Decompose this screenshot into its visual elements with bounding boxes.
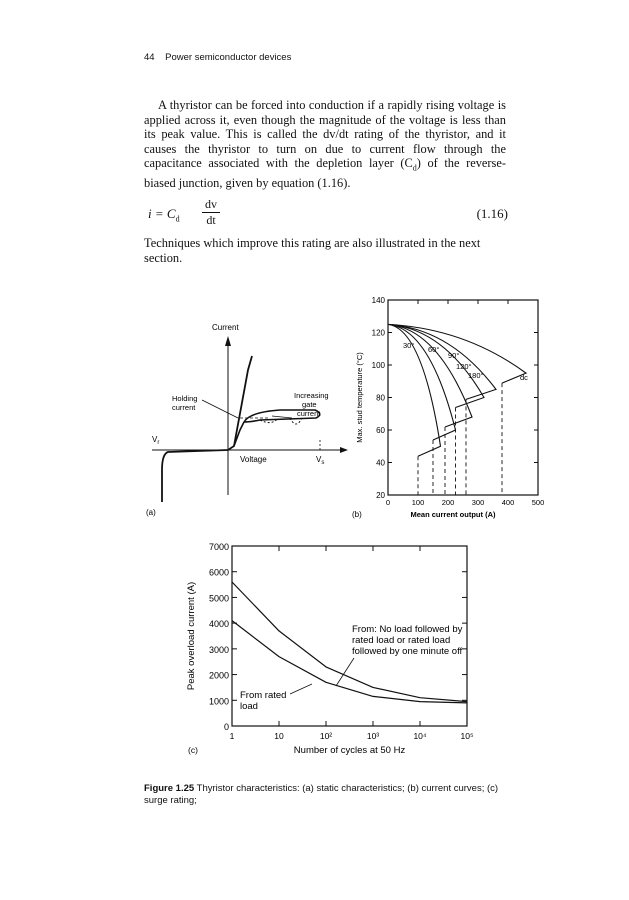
chart-b-xlabel: Mean current output (A) — [410, 510, 496, 519]
chart-b-xtick-label: 200 — [441, 498, 455, 507]
chart-c-ytick-label: 3000 — [208, 644, 229, 655]
equation-numerator: dv — [205, 197, 217, 211]
chart-c-xtick-label: 10² — [319, 731, 333, 741]
figure-a-on-state-curve — [228, 356, 252, 450]
chart-b-series-curve — [388, 324, 472, 427]
figure-a-static-characteristics — [140, 310, 350, 530]
figure-a-voltage-arrow — [340, 447, 348, 453]
figure-a-holding-label-1: Holding — [172, 394, 198, 403]
chart-c-annotation-pointer-2 — [290, 684, 312, 694]
chart-b-ytick-label: 80 — [376, 393, 385, 403]
chart-c-xtick-label: 10 — [274, 731, 284, 741]
paragraph-1-subscript: d — [412, 163, 417, 173]
chart-c-ytick-label: 5000 — [208, 593, 229, 604]
chart-c-xlabel: Number of cycles at 50 Hz — [293, 745, 406, 756]
figure-a-gate-label-2: gate — [302, 400, 317, 409]
figure-a-current-label: Current — [212, 323, 239, 332]
chart-c-ytick-label: 7000 — [208, 542, 229, 552]
paragraph-1-text: A thyristor can be forced into conduction if a rapidly rising voltage is applied across it, even though the magnitude of the voltage is less than its peak value. This is called the dv/dt rating of the thyristor, and it causes the thyristor to turn on due to current flow through the capacitance associated with the depletion layer (C — [144, 98, 506, 171]
page-header — [144, 52, 291, 63]
chart-b-xtick-label: 500 — [531, 498, 545, 507]
chart-c-annotation-3: followed by one minute off — [352, 646, 463, 657]
chart-c-annotation-4: From rated — [240, 690, 287, 701]
chart-c-panel-label: (c) — [188, 745, 198, 755]
equation-denominator: dt — [206, 213, 216, 227]
chart-b-ytick-label: 140 — [371, 296, 385, 305]
chart-b-ytick-label: 40 — [376, 458, 385, 468]
chart-b-curve-label: 60° — [428, 345, 440, 354]
chart-b-curve-label: 90° — [448, 351, 460, 360]
running-title: Power semiconductor devices — [165, 52, 292, 63]
paragraph-1-end: ) of the reverse-biased junction, given by equation (1.16). — [144, 156, 506, 191]
chart-c-annotation-2: rated load or rated load — [352, 635, 451, 646]
chart-c-xtick-label: 1 — [229, 731, 235, 741]
chart-b-ytick-label: 120 — [371, 328, 385, 338]
chart-b-ylabel: Max. stud temperature (°C) — [355, 352, 364, 443]
chart-c-annotation-1: From: No load followed by — [352, 624, 463, 635]
figure-a-gate-label-3: current — [297, 409, 321, 418]
figure-c-surge-rating — [180, 538, 500, 778]
figure-caption-text: Thyristor characteristics: (a) static characteristics; (b) current curves; (c) surge rating; — [144, 783, 499, 806]
chart-b-xtick-label: 100 — [411, 498, 425, 507]
chart-b-curve-label: 120° — [456, 362, 472, 371]
figure-a-current-arrow — [225, 336, 231, 346]
figure-b-current-curves — [348, 290, 568, 540]
chart-c-ytick-label: 0 — [223, 722, 229, 732]
chart-c-ytick-label: 1000 — [208, 696, 229, 707]
figure-a-gate-label-1: Increasing — [294, 391, 329, 400]
chart-c-ytick-label: 2000 — [208, 670, 229, 681]
chart-b-xtick-label: 300 — [471, 498, 485, 507]
chart-b-ytick-label: 100 — [371, 361, 385, 370]
chart-b-xtick-label: 400 — [501, 498, 515, 507]
chart-b-ytick-label: 20 — [376, 491, 385, 500]
body-paragraph-1 — [144, 98, 506, 191]
figure-caption — [144, 783, 524, 807]
equation-label: (1.16) — [476, 206, 508, 221]
chart-b-panel-label: (b) — [352, 510, 362, 519]
body-paragraph-2: Techniques which improve this rating are also illustrated in the next section. — [144, 236, 481, 265]
equation-fraction — [202, 198, 220, 227]
figure-a-vs-label: $V_s$ — [316, 455, 325, 466]
chart-c-xtick-label: 10⁵ — [460, 731, 474, 741]
figure-a-voltage-label: Voltage — [240, 455, 267, 464]
chart-c-ytick-label: 4000 — [208, 619, 229, 630]
figure-a-holding-pointer — [202, 400, 238, 418]
chart-c-annotation-5: load — [240, 701, 258, 712]
figure-a-reverse-curve — [162, 450, 228, 502]
chart-c-xtick-label: 10³ — [366, 731, 380, 741]
chart-c-ylabel: Peak overload current (A) — [186, 581, 197, 691]
figure-a-holding-label-2: current — [172, 403, 196, 412]
equation-1-16 — [148, 198, 508, 232]
figure-caption-label: Figure 1.25 — [144, 783, 195, 794]
chart-b-ytick-label: 60 — [376, 426, 385, 435]
chart-b-curve-label: dc — [520, 373, 528, 382]
page-number: 44 — [144, 52, 155, 63]
figure-a-panel-label: (a) — [146, 508, 156, 517]
chart-b-xtick-label: 0 — [385, 498, 391, 507]
chart-c-ytick-label: 6000 — [208, 567, 229, 578]
chart-c-xtick-label: 10⁴ — [413, 731, 427, 741]
equation-lhs: $i = C_d$ — [148, 206, 180, 224]
chart-b-curve-label: 180° — [468, 371, 484, 380]
chart-b-curve-label: 30° — [403, 341, 415, 350]
chart-b-series-curve — [388, 324, 496, 399]
figure-a-vr-label: $V_r$ — [152, 435, 160, 446]
